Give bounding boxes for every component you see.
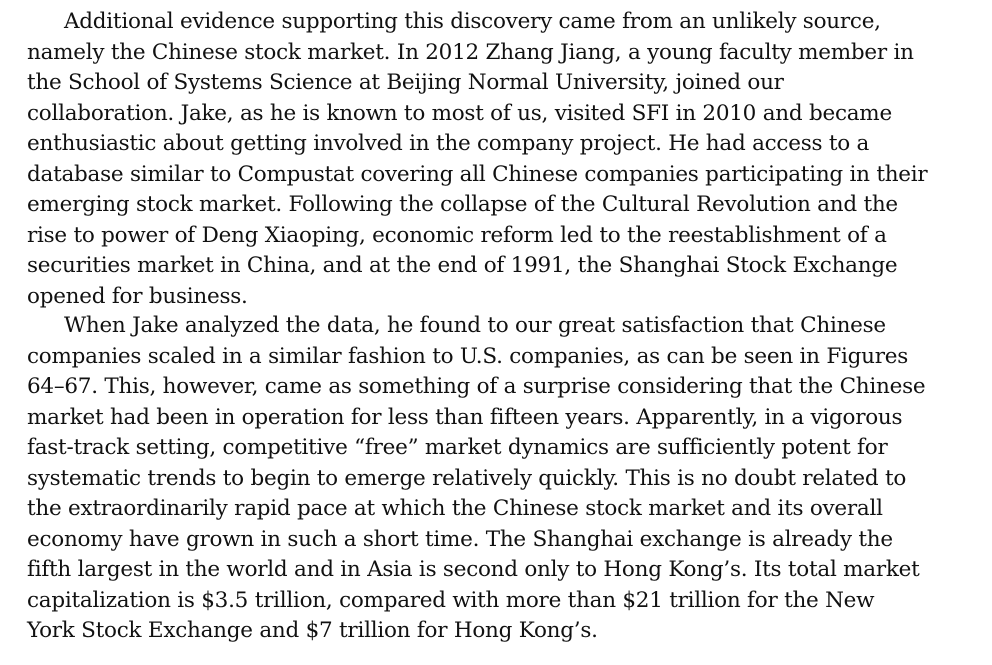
paragraph-line: 64–67. This, however, came as something of a surprise considering that the Chinese: [27, 374, 926, 399]
paragraph-line: namely the Chinese stock market. In 2012 Zhang Jiang, a young faculty member in: [27, 39, 914, 65]
paragraph-line: fifth largest in the world and in Asia is second only to Hong Kong’s. Its total market: [27, 557, 920, 582]
paragraph-2: [27, 311, 977, 647]
paragraph-line: database similar to Compustat covering all Chinese companies participating in their: [27, 161, 928, 187]
paragraph-line: systematic trends to begin to emerge relatively quickly. This is no doubt related to: [27, 465, 907, 491]
paragraph-line: York Stock Exchange and $7 trillion for Hong Kong’s.: [27, 618, 598, 643]
paragraph-line: companies scaled in a similar fashion to U.S. companies, as can be seen in Figures: [27, 343, 909, 369]
paragraph-line: the School of Systems Science at Beijing Normal University, joined our: [27, 70, 784, 95]
paragraph-line: the extraordinarily rapid pace at which the Chinese stock market and its overall: [27, 496, 883, 521]
paragraph-line: When Jake analyzed the data, he found to our great satisfaction that Chinese: [64, 313, 886, 338]
paragraph-line: collaboration. Jake, as he is known to most of us, visited SFI in 2010 and became: [27, 100, 892, 126]
paragraph-line: securities market in China, and at the end of 1991, the Shanghai Stock Exchange: [27, 253, 898, 278]
paragraph-line: market had been in operation for less than fifteen years. Apparently, in a vigorous: [27, 404, 903, 430]
paragraph-line: emerging stock market. Following the collapse of the Cultural Revolution and the: [27, 192, 898, 217]
paragraph-line: economy have grown in such a short time. The Shanghai exchange is already the: [27, 526, 893, 552]
paragraph-line: rise to power of Deng Xiaoping, economic reform led to the reestablishment of a: [27, 222, 887, 248]
paragraph-line: capitalization is $3.5 trillion, compared with more than $21 trillion for the New: [27, 587, 875, 613]
paragraph-line: opened for business.: [27, 283, 248, 309]
paragraph-line: Additional evidence supporting this discovery came from an unlikely source,: [64, 9, 881, 34]
paragraph-line: fast-track setting, competitive “free” market dynamics are sufficiently potent for: [27, 435, 888, 460]
paragraph-1: [27, 7, 977, 312]
paragraph-line: enthusiastic about getting involved in the company project. He had access to a: [27, 131, 870, 156]
